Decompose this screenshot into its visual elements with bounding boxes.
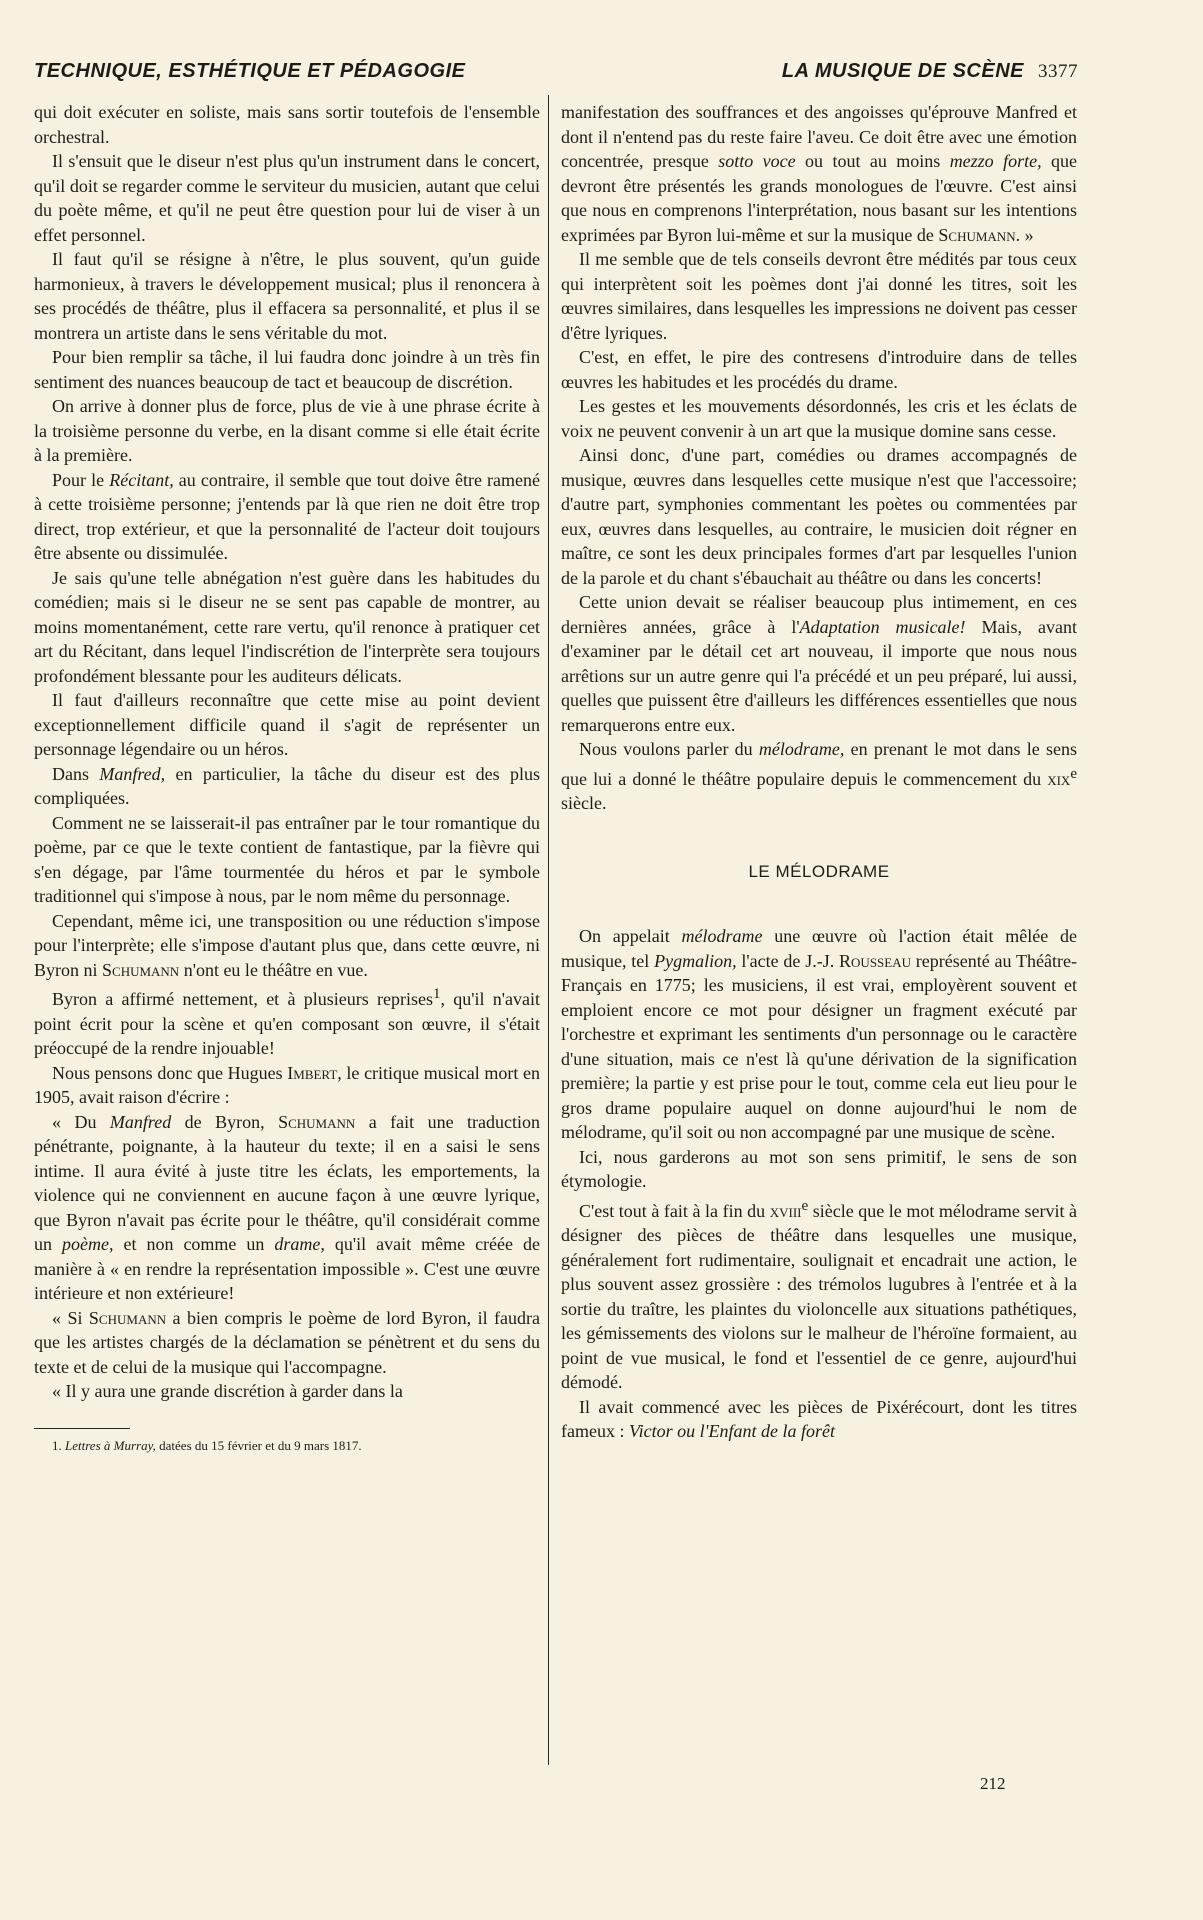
italic-run: mélodrame xyxy=(681,926,763,946)
paragraph: Comment ne se laisserait-il pas entraîner par le tour romantique du poème, par ce que le texte contient de fantastique, par la fièvre qui s'en dégage, par l'âme tourmentée du héros et par le symbole traditionnel qui s'impose à nous, par le nom même du personnage. xyxy=(34,812,540,906)
text-run: une œuvre où l'action était mêlée de musique, tel xyxy=(561,926,1077,971)
footnote-ref: 1 xyxy=(432,986,441,1002)
italic-run: sotto voce xyxy=(718,151,796,171)
text-run: Cette union devait se réaliser beaucoup plus intimement, en ces dernières années, grâce à l' xyxy=(561,592,1077,637)
paragraph: Ici, nous garderons au mot son sens primitif, le sens de son étymologie. xyxy=(561,1146,1077,1191)
text-run: Il avait commencé avec les pièces de Pixérécourt, dont les titres fameux : xyxy=(561,1396,1077,1441)
paragraph xyxy=(34,762,540,811)
italic-run: Récitant, xyxy=(109,469,174,490)
smallcaps-run: xix xyxy=(1047,768,1071,789)
paragraph: Il me semble que de tels conseils devront être médités par tous ceux qui interprètent soit les poèmes dont j'ai donné les titres, soit les œuvres similaires, dans lesquelles les impressions ne doivent pas cesser d'être lyriques. xyxy=(561,249,1077,343)
text-run: . » xyxy=(1015,224,1034,245)
italic-run: Manfred xyxy=(109,1111,172,1132)
text-run: en prenant le mot dans le sens que lui a donné le théâtre populaire depuis le commencement du xyxy=(561,739,1077,789)
paragraph xyxy=(561,924,1077,1145)
text-run: « Si xyxy=(52,1307,89,1328)
footnote-number: 1. xyxy=(52,1437,65,1453)
text-run: au contraire, il semble que tout doive être ramené à cette troisième personne; j'entends par là que rien ne doit être trop direct, trop extérieur, et que la personnalité de l'acteur doit toujours être absente ou dissimulée. xyxy=(34,469,541,563)
italic-run: poème, xyxy=(62,1234,114,1254)
text-run: en particulier, la tâche du diseur est des plus compliquées. xyxy=(34,763,540,808)
italic-run: drame, xyxy=(274,1234,325,1254)
running-header xyxy=(34,60,1078,90)
text-run: l'acte de J.-J. xyxy=(736,950,840,971)
quote-paragraph xyxy=(34,1110,540,1306)
quote-paragraph: « Il y aura une grande discrétion à garder dans la xyxy=(52,1381,403,1401)
text-run: Cependant, même ici, une transposition ou une réduction s'impose pour l'interprète; elle s'impose d'autant plus que, dans cette œuvre, ni Byron ni xyxy=(34,910,540,980)
paragraph: C'est, en effet, le pire des contresens d'introduire dans de telles œuvres les habitudes et les procédés du drame. xyxy=(561,347,1077,392)
italic-run: Lettres à Murray, xyxy=(65,1437,156,1453)
superscript: e xyxy=(801,1197,809,1214)
column-divider xyxy=(548,95,549,1765)
page-number: 3377 xyxy=(1038,61,1078,82)
footnote-rule xyxy=(34,1428,130,1429)
smallcaps-run: Schumann xyxy=(102,959,180,980)
paragraph: Il s'ensuit que le diseur n'est plus qu'un instrument dans le concert, qu'il doit se regarder comme le serviteur du musicien, autant que celui du poète même, et qu'il ne peut être question pour lui de viser à un effet personnel. xyxy=(34,151,540,245)
text-run: ou tout au moins xyxy=(795,151,950,171)
text-run: manifestation des souffrances et des angoisses qu'éprouve Manfred et dont il n'entend pas du reste faire l'aveu. Ce doit être avec une émotion concentrée, presque xyxy=(561,102,1077,171)
paragraph: Il faut qu'il se résigne à n'être, le plus souvent, qu'un guide harmonieux, à travers le développement musical; plus il renoncera à ses procédés de théâtre, plus il effacera sa personnalité, et plus il se montrera un artiste dans le sens véritable du mot. xyxy=(34,249,540,343)
paragraph xyxy=(34,1061,540,1110)
smallcaps-run: Schumann xyxy=(278,1111,356,1132)
smallcaps-run: xviii xyxy=(769,1200,802,1221)
quote-paragraph xyxy=(34,1306,540,1380)
footnote xyxy=(34,1437,540,1455)
paragraph xyxy=(34,982,540,1061)
text-run: Nous pensons donc que Hugues xyxy=(52,1062,288,1083)
italic-run: Pygmalion, xyxy=(654,950,737,971)
paragraph: Pour bien remplir sa tâche, il lui faudra donc joindre à un très fin sentiment des nuances beaucoup de tact et beaucoup de discrétion. xyxy=(34,347,540,392)
paragraph xyxy=(561,1194,1077,1395)
italic-run: mezzo forte, xyxy=(949,151,1042,171)
paragraph xyxy=(34,909,540,983)
section-title: LE MÉLODRAME xyxy=(748,861,890,881)
paragraph: Il faut d'ailleurs reconnaître que cette mise au point devient exceptionnellement difficile quand il s'agit de représenter un personnage légendaire ou un héros. xyxy=(34,690,540,759)
paragraph xyxy=(561,1395,1077,1444)
text-run: de Byron, xyxy=(171,1111,279,1132)
paragraph: On arrive à donner plus de force, plus de vie à une phrase écrite à la troisième personne du verbe, en la disant comme si elle était écrite à la première. xyxy=(34,396,540,465)
smallcaps-run: Imbert xyxy=(287,1062,338,1083)
paragraph: Les gestes et les mouvements désordonnés, les cris et les éclats de voix ne peuvent convenir à un art que la musique domine sans cesse. xyxy=(561,396,1077,441)
text-run: C'est tout à fait à la fin du xyxy=(579,1200,770,1221)
italic-run: mélodrame, xyxy=(758,739,845,759)
text-run: , qu'il n'avait point écrit pour la scène et qu'en composant son œuvre, il s'était préoccupé de la rendre injouable! xyxy=(34,989,541,1058)
paragraph xyxy=(561,590,1077,737)
right-column xyxy=(561,100,1077,1444)
italic-run: Adaptation musicale! xyxy=(799,616,966,637)
text-run: siècle. xyxy=(561,793,607,813)
header-right-group xyxy=(782,60,1078,83)
smallcaps-run: Rousseau xyxy=(839,950,911,971)
paragraph: qui doit exécuter en soliste, mais sans sortir toutefois de l'ensemble orchestral. xyxy=(34,102,540,147)
quote-paragraph xyxy=(561,100,1077,247)
text-run: , le critique musical mort en 1905, avait raison d'écrire : xyxy=(34,1062,540,1107)
smallcaps-run: Schumann xyxy=(88,1307,167,1328)
left-column xyxy=(34,100,540,1455)
smallcaps-run: Schumann xyxy=(938,224,1016,245)
text-run: a fait une traduction pénétrante, poignante, à la hauteur du texte; il en a saisi le sens intime. Il aura évité à juste titre les éclats, les emportements, la violence qui ne conviennent en aucune façon à une œuvre lyrique, que Byron n'avait pas écrite pour le théâtre, qu'il considérait comme un xyxy=(34,1111,540,1254)
paragraph xyxy=(561,737,1077,816)
italic-run: Victor ou l'Enfant de la forêt xyxy=(628,1421,835,1441)
header-left-title: TECHNIQUE, ESTHÉTIQUE ET PÉDAGOGIE xyxy=(34,60,466,82)
text-run: Mais, avant d'examiner par le détail cet art nouveau, il importe que nous nous arrêtions sur un autre genre qui l'a précédé et un peu préparé, lui aussi, quelles que puissent être d'ailleurs les différences essentielles que nous remarquerons entre eux. xyxy=(561,616,1077,735)
text-run: et non comme un xyxy=(113,1234,275,1254)
text-run: Dans xyxy=(52,763,100,784)
text-run: Nous voulons parler du xyxy=(579,739,759,759)
text-run: qu'il avait même créée de manière à « en rendre la représentation impossible ». C'est une œuvre intérieure et non extérieure! xyxy=(34,1234,540,1303)
superscript: e xyxy=(1070,765,1077,782)
header-right-title: LA MUSIQUE DE SCÈNE xyxy=(781,60,1024,82)
folio-number: 212 xyxy=(980,1774,1006,1793)
text-run: n'ont eu le théâtre en vue. xyxy=(179,959,368,980)
text-run: On appelait xyxy=(579,926,682,946)
text-run: représenté au Théâtre-Français en 1775; les musiciens, il est vrai, employèrent souvent et emploient encore ce mot pour désigner un fragment exécuté par l'orchestre et exprimant les sentiments d'un personnage ou le caractère d'une situation, mais ce n'est là qu'une dérivation de la signification première; la partie y est prise pour le tout, comme cela eut lieu pour le gros drame populaire auquel on donne aujourd'hui le nom de mélodrame, qu'il soit ou non accompagné par une musique de scène. xyxy=(561,950,1077,1142)
italic-run: Manfred, xyxy=(99,763,166,784)
paragraph xyxy=(34,468,540,566)
text-run: siècle que le mot mélodrame servit à désigner des pièces de théâtre dans lesquelles une musique, généralement fort rudimentaire, soulignait et encadrait une action, le plus souvent assez grossière : des trémolos lugubres à l'entrée et à la sortie du traître, les plaintes du violoncelle aux situations pathétiques, les gémissements des violons sur le malheur de l'héroïne formaient, au point de vue musical, le fond et l'essentiel de ce genre, aujourd'hui démodé. xyxy=(561,1200,1078,1392)
text-run: Pour le xyxy=(52,469,110,490)
text-run: que devront être présentés les grands monologues de l'œuvre. C'est ainsi que nous en comprenons l'interprétation, nous basant sur les intentions exprimées par Byron lui-même et sur la musique de xyxy=(561,151,1077,245)
text-run: Byron a affirmé nettement, et à plusieurs reprises xyxy=(52,989,433,1009)
text-run: « Du xyxy=(52,1111,110,1132)
text-run: a bien compris le poème de lord Byron, il faudra que les artistes chargés de la déclamation se pénètrent et du sens du texte et de celui de la musique qui l'accompagne. xyxy=(34,1307,540,1377)
paragraph: Je sais qu'une telle abnégation n'est guère dans les habitudes du comédien; mais si le diseur ne se sent pas capable de montrer, au moins momentanément, cette rare vertu, qu'il renonce à pratiquer cet art du Récitant, dans lequel l'indiscrétion de l'interprète sera toujours profondément blessante pour les auditeurs délicats. xyxy=(34,567,540,686)
text-run: datées du 15 février et du 9 mars 1817. xyxy=(155,1437,362,1453)
paragraph: Ainsi donc, d'une part, comédies ou drames accompagnés de musique, œuvres dans lesquelles cette musique n'est que l'accessoire; d'autre part, symphonies commentant les poètes ou commentées par eux, œuvres dans lesquelles, au contraire, le musicien doit régner en maître, ce sont les deux principales formes d'art par lesquelles l'union de la parole et du chant s'ébauchait au théâtre ou dans les concerts! xyxy=(561,445,1077,588)
